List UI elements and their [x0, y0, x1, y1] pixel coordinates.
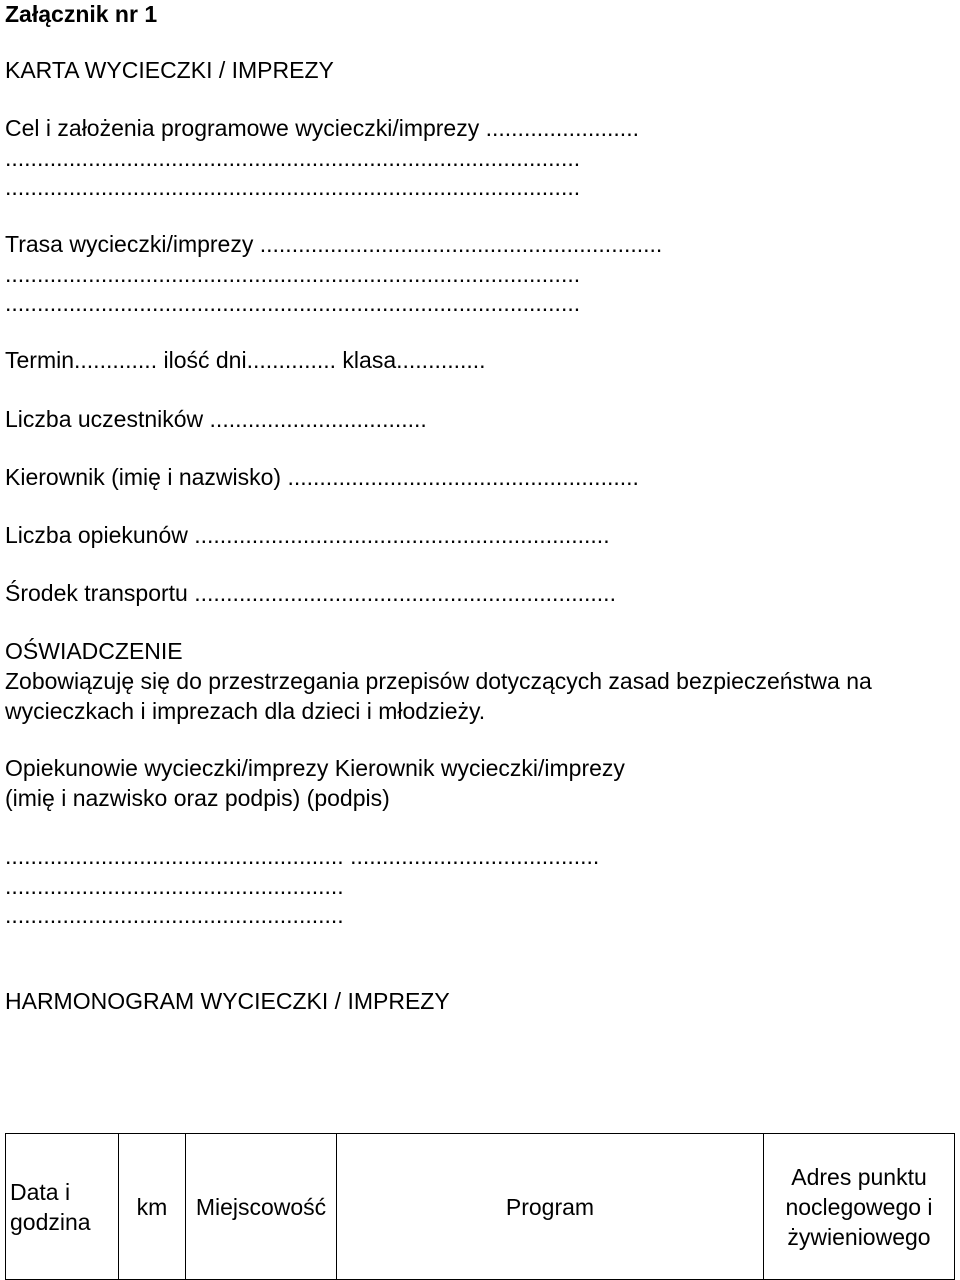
signature-dots-3: ..................................................... — [5, 902, 344, 928]
declaration-text-line-1: Zobowiązuję się do przestrzegania przepisów dotyczących zasad bezpieczeństwa na — [5, 668, 872, 694]
guardians-field: Liczba opiekunów ................................................................. — [5, 522, 610, 548]
signatures-label-line-2: (imię i nazwisko oraz podpis) (podpis) — [5, 785, 390, 811]
term-days-class-field: Termin............. ilość dni.............. klasa.............. — [5, 347, 486, 373]
goals-continuation-2: .......................................................................................... — [5, 174, 581, 200]
column-accommodation-address: Adres punktu noclegowego i żywieniowego — [764, 1134, 955, 1280]
signatures-label-line-1: Opiekunowie wycieczki/imprezy Kierownik wycieczki/imprezy — [5, 755, 625, 781]
signature-dots-1: ..................................................... ....................................... — [5, 843, 600, 869]
route-field: Trasa wycieczki/imprezy ............................................................... — [5, 231, 663, 257]
column-place: Miejscowość — [186, 1134, 337, 1280]
column-date-time: Data i godzina — [6, 1134, 119, 1280]
goals-continuation-1: .......................................................................................... — [5, 145, 581, 171]
participants-field: Liczba uczestników .................................. — [5, 406, 427, 432]
transport-field: Środek transportu .................................................................. — [5, 580, 616, 606]
goals-field: Cel i założenia programowe wycieczki/imprezy ........................ — [5, 115, 639, 141]
declaration-text-line-2: wycieczkach i imprezach dla dzieci i młodzieży. — [5, 698, 486, 724]
schedule-table — [5, 1133, 955, 1280]
schedule-header-row — [6, 1134, 955, 1280]
signature-dots-2: ..................................................... — [5, 873, 344, 899]
route-continuation-2: .......................................................................................... — [5, 290, 581, 316]
route-continuation-1: .......................................................................................... — [5, 261, 581, 287]
schedule-heading: HARMONOGRAM WYCIECZKI / IMPREZY — [5, 988, 450, 1014]
declaration-heading: OŚWIADCZENIE — [5, 638, 183, 664]
leader-field: Kierownik (imię i nazwisko) ....................................................... — [5, 464, 639, 490]
card-title: KARTA WYCIECZKI / IMPREZY — [5, 57, 334, 83]
column-km: km — [119, 1134, 186, 1280]
column-program: Program — [337, 1134, 764, 1280]
attachment-title: Załącznik nr 1 — [5, 1, 158, 27]
